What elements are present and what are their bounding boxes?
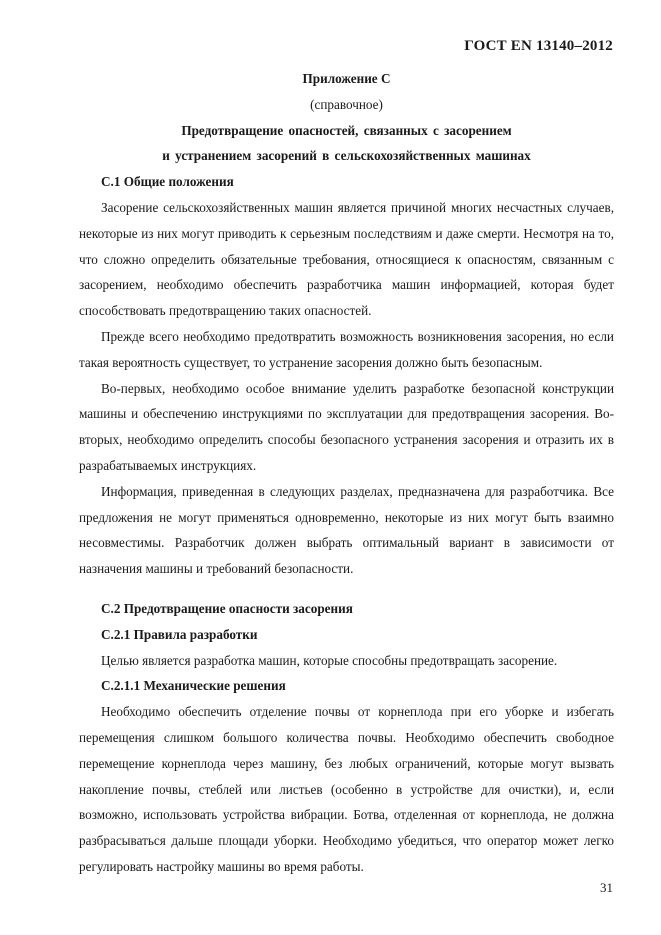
- page-body: [79, 66, 614, 880]
- section-c1-paragraph-2: Прежде всего необходимо предотвратить возможность возникновения засорения, но если такая вероятность существует, то устранение засорения должно быть безопасным.: [79, 328, 614, 370]
- section-c1-paragraph-4: Информация, приведенная в следующих разделах, предназначена для разработчика. Все предложения не могут применяться одновременно, некоторые из них могут быть взаимно несовместимы. Разработчик должен выбрать оптимальный вариант в зависимости от назначения машины и требований безопасности.: [79, 483, 614, 577]
- section-c1-paragraph-1: Засорение сельскохозяйственных машин является причиной многих несчастных случаев, некоторые из них могут приводить к серьезным последствиям и даже смерти. Несмотря на то, что сложно определить обязательные требования, относящиеся к опасностям, связанным с засорением, необходимо обеспечить разработчика машин информацией, которая будет способствовать предотвращению таких опасностей.: [79, 199, 614, 319]
- annex-title: Приложение С: [302, 71, 391, 86]
- section-c1-title: С.1 Общие положения: [101, 174, 234, 190]
- section-c21-paragraph-1: Целью является разработка машин, которые способны предотвращать засорение.: [101, 652, 558, 668]
- annex-heading-line-2: и устранением засорений в сельскохозяйственных машинах: [162, 148, 531, 164]
- annex-heading-line-1: Предотвращение опасностей, связанных с засорением: [181, 122, 512, 138]
- section-c2-title: С.2 Предотвращение опасности засорения: [101, 600, 353, 616]
- section-c1-paragraph-3: Во-первых, необходимо особое внимание уделить разработке безопасной конструкции машины и обеспечению инструкциями по эксплуатации для предотвращения засорения. Во-вторых, необходимо определить способы безопасного устранения засорения и отразить их в разрабатываемых инструкциях.: [79, 380, 614, 473]
- section-c21-title: С.2.1 Правила разработки: [101, 626, 258, 642]
- section-c211-title: С.2.1.1 Механические решения: [101, 678, 286, 694]
- annex-type: (справочное): [310, 96, 383, 112]
- section-c211-paragraph-1: Необходимо обеспечить отделение почвы от корнеплода при его уборке и избегать перемещения слишком большого количества почвы. Необходимо обеспечить свободное перемещение корнеплода через машину, без любых ограничений, которые могут вызвать накопление почвы, стеблей или листьев (особенно в устройстве для очистки), и, если возможно, использовать устройства вибрации. Ботва, отделенная от корнеплода, не должна разбрасываться дальше площади уборки. Необходимо убедиться, что оператор может легко регулировать настройку машины во время работы.: [79, 704, 614, 874]
- page-number: 31: [600, 880, 613, 895]
- section-spacer: [79, 582, 614, 596]
- document-code: ГОСТ EN 13140–2012: [464, 38, 613, 54]
